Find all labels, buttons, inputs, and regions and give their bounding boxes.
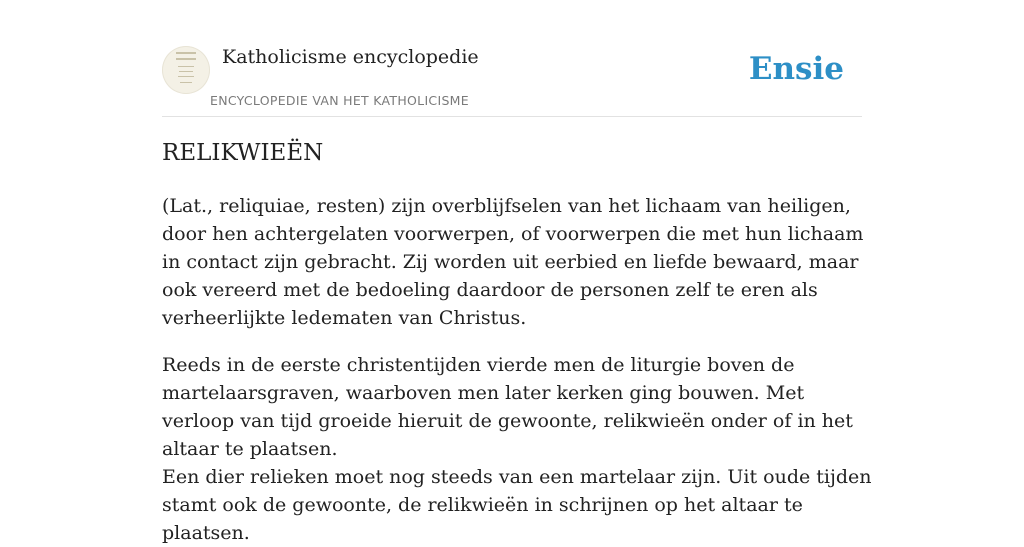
ensie-brand-logo[interactable]: Ensie	[748, 51, 844, 87]
article-paragraph: Reeds in de eerste christentijden vierde men de liturgie boven de martelaarsgraven, waarboven men later kerken ging bouwen. Met verloop van tijd groeide hieruit de gewoonte, relikwieën onder of in het altaar te plaatsen.	[162, 354, 853, 460]
article-paragraph: Een dier relieken moet nog steeds van een martelaar zijn. Uit oude tijden stamt ook de gewoonte, de relikwieën in schrijnen op het altaar te plaatsen.	[162, 466, 872, 544]
entry-title: RELIKWIEËN	[162, 140, 324, 166]
site-subtitle: ENCYCLOPEDIE VAN HET KATHOLICISME	[210, 93, 469, 108]
article-paragraph: (Lat., reliquiae, resten) zijn overblijfselen van het lichaam van heiligen, door hen achtergelaten voorwerpen, of voorwerpen die met hun lichaam in contact zijn gebracht. Zij worden uit eerbied en liefde bewaard, maar ook vereerd met de bedoeling daardoor de personen zelf te eren als verheerlijkte ledematen van Christus.	[162, 195, 864, 329]
site-header	[162, 0, 862, 117]
encyclopedia-logo[interactable]	[162, 46, 210, 94]
page-container	[162, 0, 872, 544]
site-title[interactable]: Katholicisme encyclopedie	[222, 46, 479, 68]
